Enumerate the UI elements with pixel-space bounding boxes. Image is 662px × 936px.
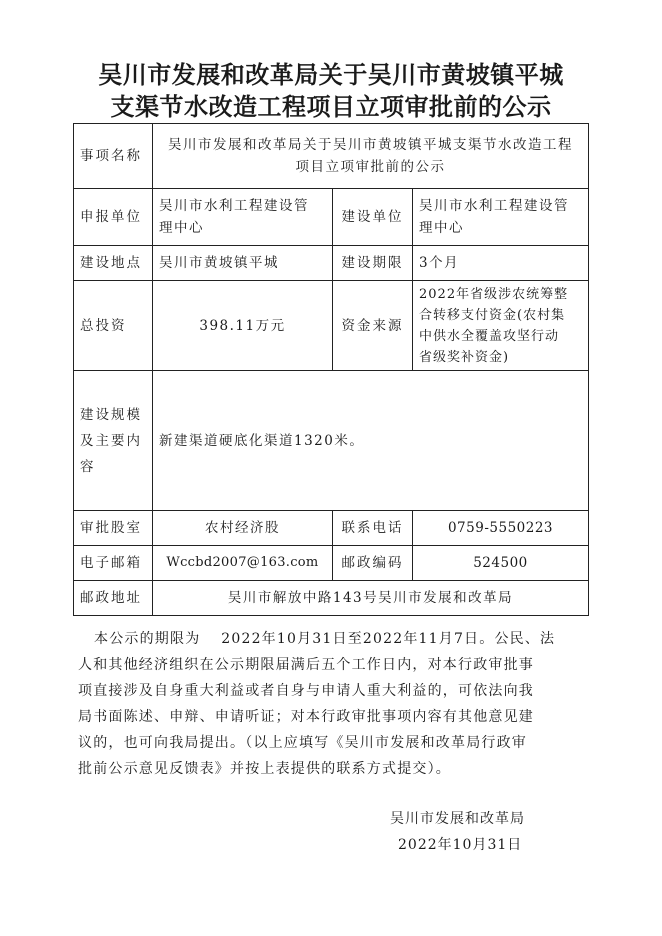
notice-line-3: 项直接涉及自身重大利益或者自身与申请人重大利益的，可依法向我 — [78, 683, 534, 699]
item-name-cell — [152, 123, 589, 189]
builder-label: 建设单位 — [332, 188, 413, 246]
email-label: 电子邮箱 — [73, 545, 153, 581]
item-name-value-line-2: 项目立项审批前的公示 — [295, 159, 446, 175]
item-name-value-line-1: 吴川市发展和改革局关于吴川市黄坡镇平城支渠节水改造工程 — [168, 137, 573, 153]
location-value: 吴川市黄坡镇平城 — [152, 245, 333, 281]
builder-value-line-1: 吴川市水利工程建设管 — [419, 198, 569, 214]
funding-value-line-2: 合转移支付资金(农村集 — [419, 307, 566, 323]
scale-value: 新建渠道硬底化渠道1320米。 — [152, 370, 589, 511]
item-name-label: 事项名称 — [73, 123, 153, 189]
applicant-value-line-2: 理中心 — [159, 220, 204, 236]
document-title-line-2: 支渠节水改造工程项目立项审批前的公示 — [110, 93, 552, 121]
funding-value-line-4: 省级奖补资金) — [419, 349, 510, 365]
phone-label: 联系电话 — [332, 510, 413, 546]
period-label: 建设期限 — [332, 245, 413, 281]
applicant-label: 申报单位 — [73, 188, 153, 246]
document-title-line-1: 吴川市发展和改革局关于吴川市黄坡镇平城 — [98, 61, 564, 89]
notice-line-1: 本公示的期限为 2022年10月31日至2022年11月7日。公民、法 — [94, 631, 556, 647]
notice-line-2: 人和其他经济组织在公示期限届满后五个工作日内，对本行政审批事 — [78, 657, 534, 673]
applicant-cell — [152, 188, 333, 246]
phone-value: 0759-5550223 — [412, 510, 589, 546]
postcode-value: 524500 — [412, 545, 589, 581]
funding-label: 资金来源 — [332, 280, 413, 371]
postcode-label: 邮政编码 — [332, 545, 413, 581]
applicant-value-line-1: 吴川市水利工程建设管 — [159, 198, 309, 214]
funding-cell — [412, 280, 589, 371]
notice-line-5: 议的，也可向我局提出。（以上应填写《吴川市发展和改革局行政审 — [78, 735, 527, 751]
email-value: Wccbd2007@163.com — [152, 545, 333, 581]
location-label: 建设地点 — [73, 245, 153, 281]
dept-value: 农村经济股 — [152, 510, 333, 546]
scale-label — [73, 370, 153, 511]
scale-label-line-2: 及主要内 — [80, 432, 142, 449]
investment-value: 398.11万元 — [152, 280, 333, 371]
address-label: 邮政地址 — [73, 580, 153, 616]
notice-paragraph — [78, 626, 578, 782]
signature-date: 2022年10月31日 — [398, 837, 523, 853]
dept-label: 审批股室 — [73, 510, 153, 546]
scale-label-line-3: 容 — [80, 458, 96, 475]
scale-label-line-1: 建设规模 — [80, 406, 142, 423]
notice-line-4: 局书面陈述、申辩、申请听证；对本行政审批事项内容有其他意见建 — [78, 709, 534, 725]
address-value: 吴川市解放中路143号吴川市发展和改革局 — [152, 580, 589, 616]
investment-label: 总投资 — [73, 280, 153, 371]
funding-value-line-3: 中供水全覆盖攻坚行动 — [419, 328, 560, 344]
builder-cell — [412, 188, 589, 246]
funding-value-line-1: 2022年省级涉农统筹整 — [419, 286, 569, 302]
signature-org: 吴川市发展和改革局 — [390, 811, 525, 827]
period-value: 3个月 — [412, 245, 589, 281]
builder-value-line-2: 理中心 — [419, 220, 464, 236]
notice-line-6: 批前公示意见反馈表》并按上表提供的联系方式提交）。 — [78, 761, 451, 777]
